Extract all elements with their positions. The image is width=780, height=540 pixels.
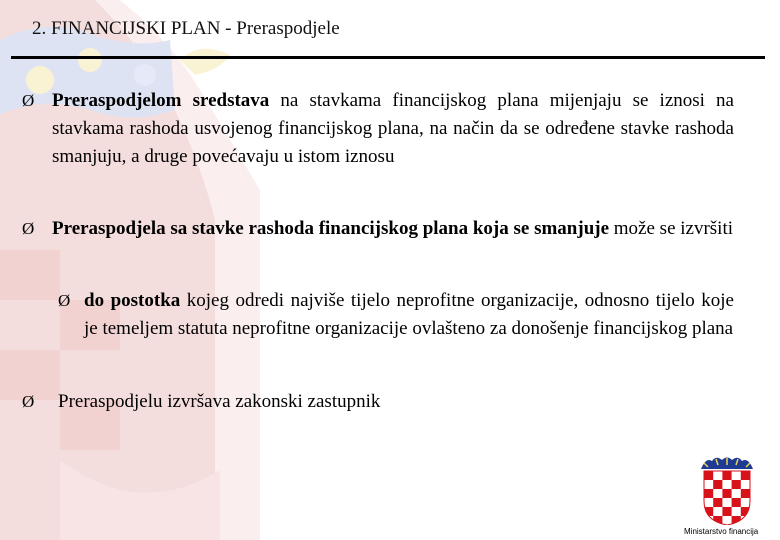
coat-of-arms-logo <box>698 455 756 525</box>
sub-bullet-bold: do postotka <box>84 290 181 311</box>
arrow-bullet-icon: Ø <box>22 219 35 238</box>
bullet-item-2 <box>22 215 734 243</box>
bullet-3-text: Preraspodjelu izvršava zakonski zastupnik <box>58 391 381 412</box>
sub-bullet-text: kojeg odredi najviše tijelo neprofitne organizacije, odnosno tijelo koje je temeljem statuta neprofitne organizacije ovlašteno za donošenje financijskog plana <box>84 290 734 339</box>
slide-title: 2. FINANCIJSKI PLAN - Preraspodjele <box>32 18 340 39</box>
arrow-bullet-icon: Ø <box>22 392 35 411</box>
footer-ministry-label: Ministarstvo financija <box>684 527 759 536</box>
title-underline <box>11 56 765 59</box>
bullet-1-text: na stavkama financijskog plana mijenjaju se iznosi na stavkama rashoda usvojenog financijskog plana, na način da se određene stavke rashoda smanjuju, a druge povećavaju u istom iznosu <box>52 90 734 167</box>
sub-bullet-item <box>58 287 734 343</box>
bullet-item-1 <box>22 87 734 171</box>
bullet-2-bold: Preraspodjela sa stavke rashoda financijskog plana koja se smanjuje <box>52 218 610 239</box>
bullet-2-text: može se izvršiti <box>609 218 734 239</box>
arrow-bullet-icon: Ø <box>22 91 35 110</box>
arrow-bullet-icon: Ø <box>58 291 71 310</box>
bullet-1-bold: Preraspodjelom sredstava <box>52 90 270 111</box>
bullet-item-3 <box>22 388 734 416</box>
